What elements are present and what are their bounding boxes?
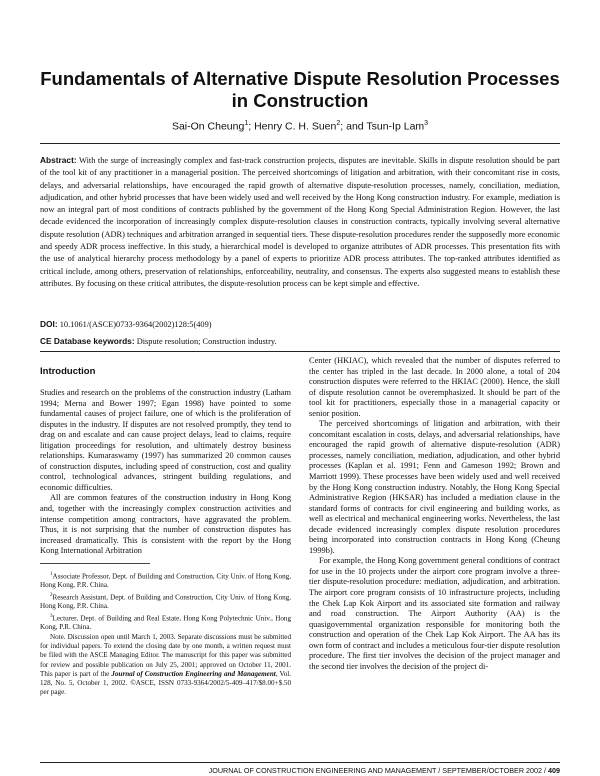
footnote-divider	[40, 563, 150, 564]
abstract-text: With the surge of increasingly complex and fast-track construction projects, disputes are inevitable. Skills in dispute resolution should be part of the tool kit of any practitioner in a managerial position. The perceived shortcomings of litigation and arbitration, with their concomitant rise in costs, delays, and adversarial relationships, have encouraged the rapid growth of alternative dispute-resolution processes, namely, conciliation, mediation, adjudication, and other hybrid processes that have been widely used and well received by the Hong Kong construction industry. For example, mediation is now an integral part of most conditions of contracts published by the government of the Hong Kong Special Administration Region. However, the last decade evidenced the incorporation of increasingly complex dispute-resolution clauses in construction contracts, typically involving several alternative dispute resolution (ADR) techniques and arbitration arranged in sequential tiers. These dispute-resolution procedures render the supposedly more economic and speedy ADR process ineffective. In this study, a hierarchical model is developed to organize attributes of ADR processes. This presentation fits with the use of analytical hierarchy process methodology by a panel of experts to prioritize ADR process attributes. The top-ranked attributes identified as critical include, among others, preservation of relationships, enforceability, neutrality, and consensus. The experts also suggested means to establish these attributes. By focusing on these critical attributes, the dispute-resolution process can be kept simple and effective.	[40, 156, 560, 288]
body-paragraph: The perceived shortcomings of litigation and arbitration, with their concomitant escalation in costs, delays, and adversarial relationships, have encouraged the rapid growth of alternative dispute-resolution (ADR) processes, namely conciliation, mediation, adjudication, and other hybrid processes (Kaplan et al. 1991; Fenn and Gameson 1992; Brown and Marriott 1999). These processes have been widely used and well received by the Hong Kong construction industry. Notably, the Hong Kong Special Administrative Region (HKSAR) has included a mediation clause in the standard forms of contracts for civil engineering and building works, as well as electrical and mechanical engineering works. Nevertheless, the last decade evidenced increasingly complex dispute resolution procedures being incorporated into construction contracts in Hong Kong (Cheung 1999b).	[309, 419, 560, 555]
affiliation-mark: 1	[244, 120, 249, 127]
doi-line	[40, 319, 560, 329]
keywords-value: Dispute resolution; Construction industry.	[136, 337, 277, 346]
affiliation-mark: 3	[424, 120, 429, 127]
right-column	[309, 356, 560, 672]
author-name: Henry C. H. Suen	[254, 120, 337, 133]
footnote-mark: 2	[50, 592, 53, 598]
footnote-text: Associate Professor, Dept. of Building and Construction, City Univ. of Hong Kong, Hong Kong, P.R. China.	[40, 572, 291, 590]
doi-label: DOI:	[40, 319, 58, 329]
doi-value: 10.1061/(ASCE)0733-9364(2002)128:5(409)	[59, 320, 212, 329]
author-name: Tsun-Ip Lam	[366, 120, 425, 133]
keywords-line	[40, 336, 560, 346]
footer-journal: JOURNAL OF CONSTRUCTION ENGINEERING AND MANAGEMENT / SEPTEMBER/OCTOBER 2002 /	[208, 766, 546, 775]
footer-divider	[40, 762, 560, 763]
footnote-affiliation	[40, 570, 291, 591]
author-name: Sai-On Cheung	[171, 120, 245, 133]
footnote-mark: 1	[50, 571, 53, 577]
note-text: , Vol. 128, No. 5, October 1, 2002. ©ASCE, ISSN 0733-9364/2002/5-409–417/$8.00+$.50 per page.	[40, 669, 291, 697]
author-separator: ; and	[340, 120, 367, 133]
author-line	[40, 120, 560, 133]
abstract	[40, 154, 560, 290]
header-divider	[40, 143, 560, 144]
author-separator: ;	[248, 120, 255, 133]
journal-name: Journal of Construction Engineering and Management	[111, 669, 276, 678]
section-heading: Introduction	[40, 366, 96, 377]
footnote-text: Lecturer, Dept. of Building and Real Estate, Hong Kong Polytechnic Univ., Hong Kong, P.R. China.	[40, 614, 291, 632]
page-footer	[40, 766, 560, 775]
page-number: 409	[548, 766, 560, 775]
footnote-mark: 3	[50, 613, 53, 619]
body-paragraph: For example, the Hong Kong government general conditions of contract for use in the 10 projects under the airport core program involve a three-tier dispute-resolution procedure: mediation, adjudication, and arbitration. The airport core program consists of 10 infrastructure projects, including the Chek Lap Kok Airport and its associated site formation and railway and road construction. The Airport Authority (AA) is the quasigovernmental organization responsible for monitoring both the construction and operation of the Chek Lap Kok Airport. The AA has its own form of contract and includes a meticulous four-tier dispute resolution procedure. The first tier involves the decision of the project manager and the second tier involves the decision of the project di-	[309, 556, 560, 671]
abstract-divider	[40, 351, 560, 352]
body-paragraph: Center (HKIAC), which revealed that the number of disputes referred to the center has tripled in the last decade. In 2000 alone, a total of 204 construction disputes were referred to the HKIAC (2000). Hence, the skill of dispute resolution cannot be overemphasized. It should be part of the tool kit for practitioners, especially those in a managerial capacity or senior position.	[309, 356, 560, 418]
publication-note	[40, 633, 291, 698]
affiliation-mark: 2	[336, 120, 341, 127]
footnote-text: Research Assistant, Dept. of Building and Construction, City Univ. of Hong Kong, Hong Kong, P.R. China.	[40, 593, 291, 611]
left-column	[40, 356, 291, 698]
keywords-label: CE Database keywords:	[40, 336, 135, 346]
footnote-affiliation	[40, 591, 291, 612]
paper-title: Fundamentals of Alternative Dispute Resolution Processes in Construction	[40, 68, 560, 111]
body-paragraph: All are common features of the construction industry in Hong Kong and, together with the increasingly complex construction activities and intense competition among contractors, have aggravated the problem. Thus, it is not surprising that the number of construction disputes has increased dramatically. This is consistent with the report by the Hong Kong International Arbitration	[40, 493, 291, 556]
abstract-label: Abstract:	[40, 155, 77, 165]
footnote-affiliation	[40, 612, 291, 633]
note-text: Note. Discussion open until March 1, 2003. Separate discussions must be submitted for individual papers. To extend the closing date by one month, a written request must be filed with the ASCE Managing Editor. The manuscript for this paper was submitted for review and possible publication on July 25, 2001; approved on October 11, 2001. This paper is part of the	[40, 632, 291, 678]
body-paragraph: Studies and research on the problems of the construction industry (Latham 1994; Merna and Bower 1997; Egan 1998) have pointed to some fundamental causes of project failure, one of which is the proliferation of disputes in the industry. If disputes are not resolved promptly, they tend to drag on and escalate and can cause project delays, lead to claims, require litigation proceedings for resolution, and ultimately destroy business relationships. Kumaraswamy (1997) has summarized 20 common causes of construction disputes, including speed of construction, cost and quality control, technological advances, stringent building regulations, and economic difficulties.	[40, 388, 291, 492]
